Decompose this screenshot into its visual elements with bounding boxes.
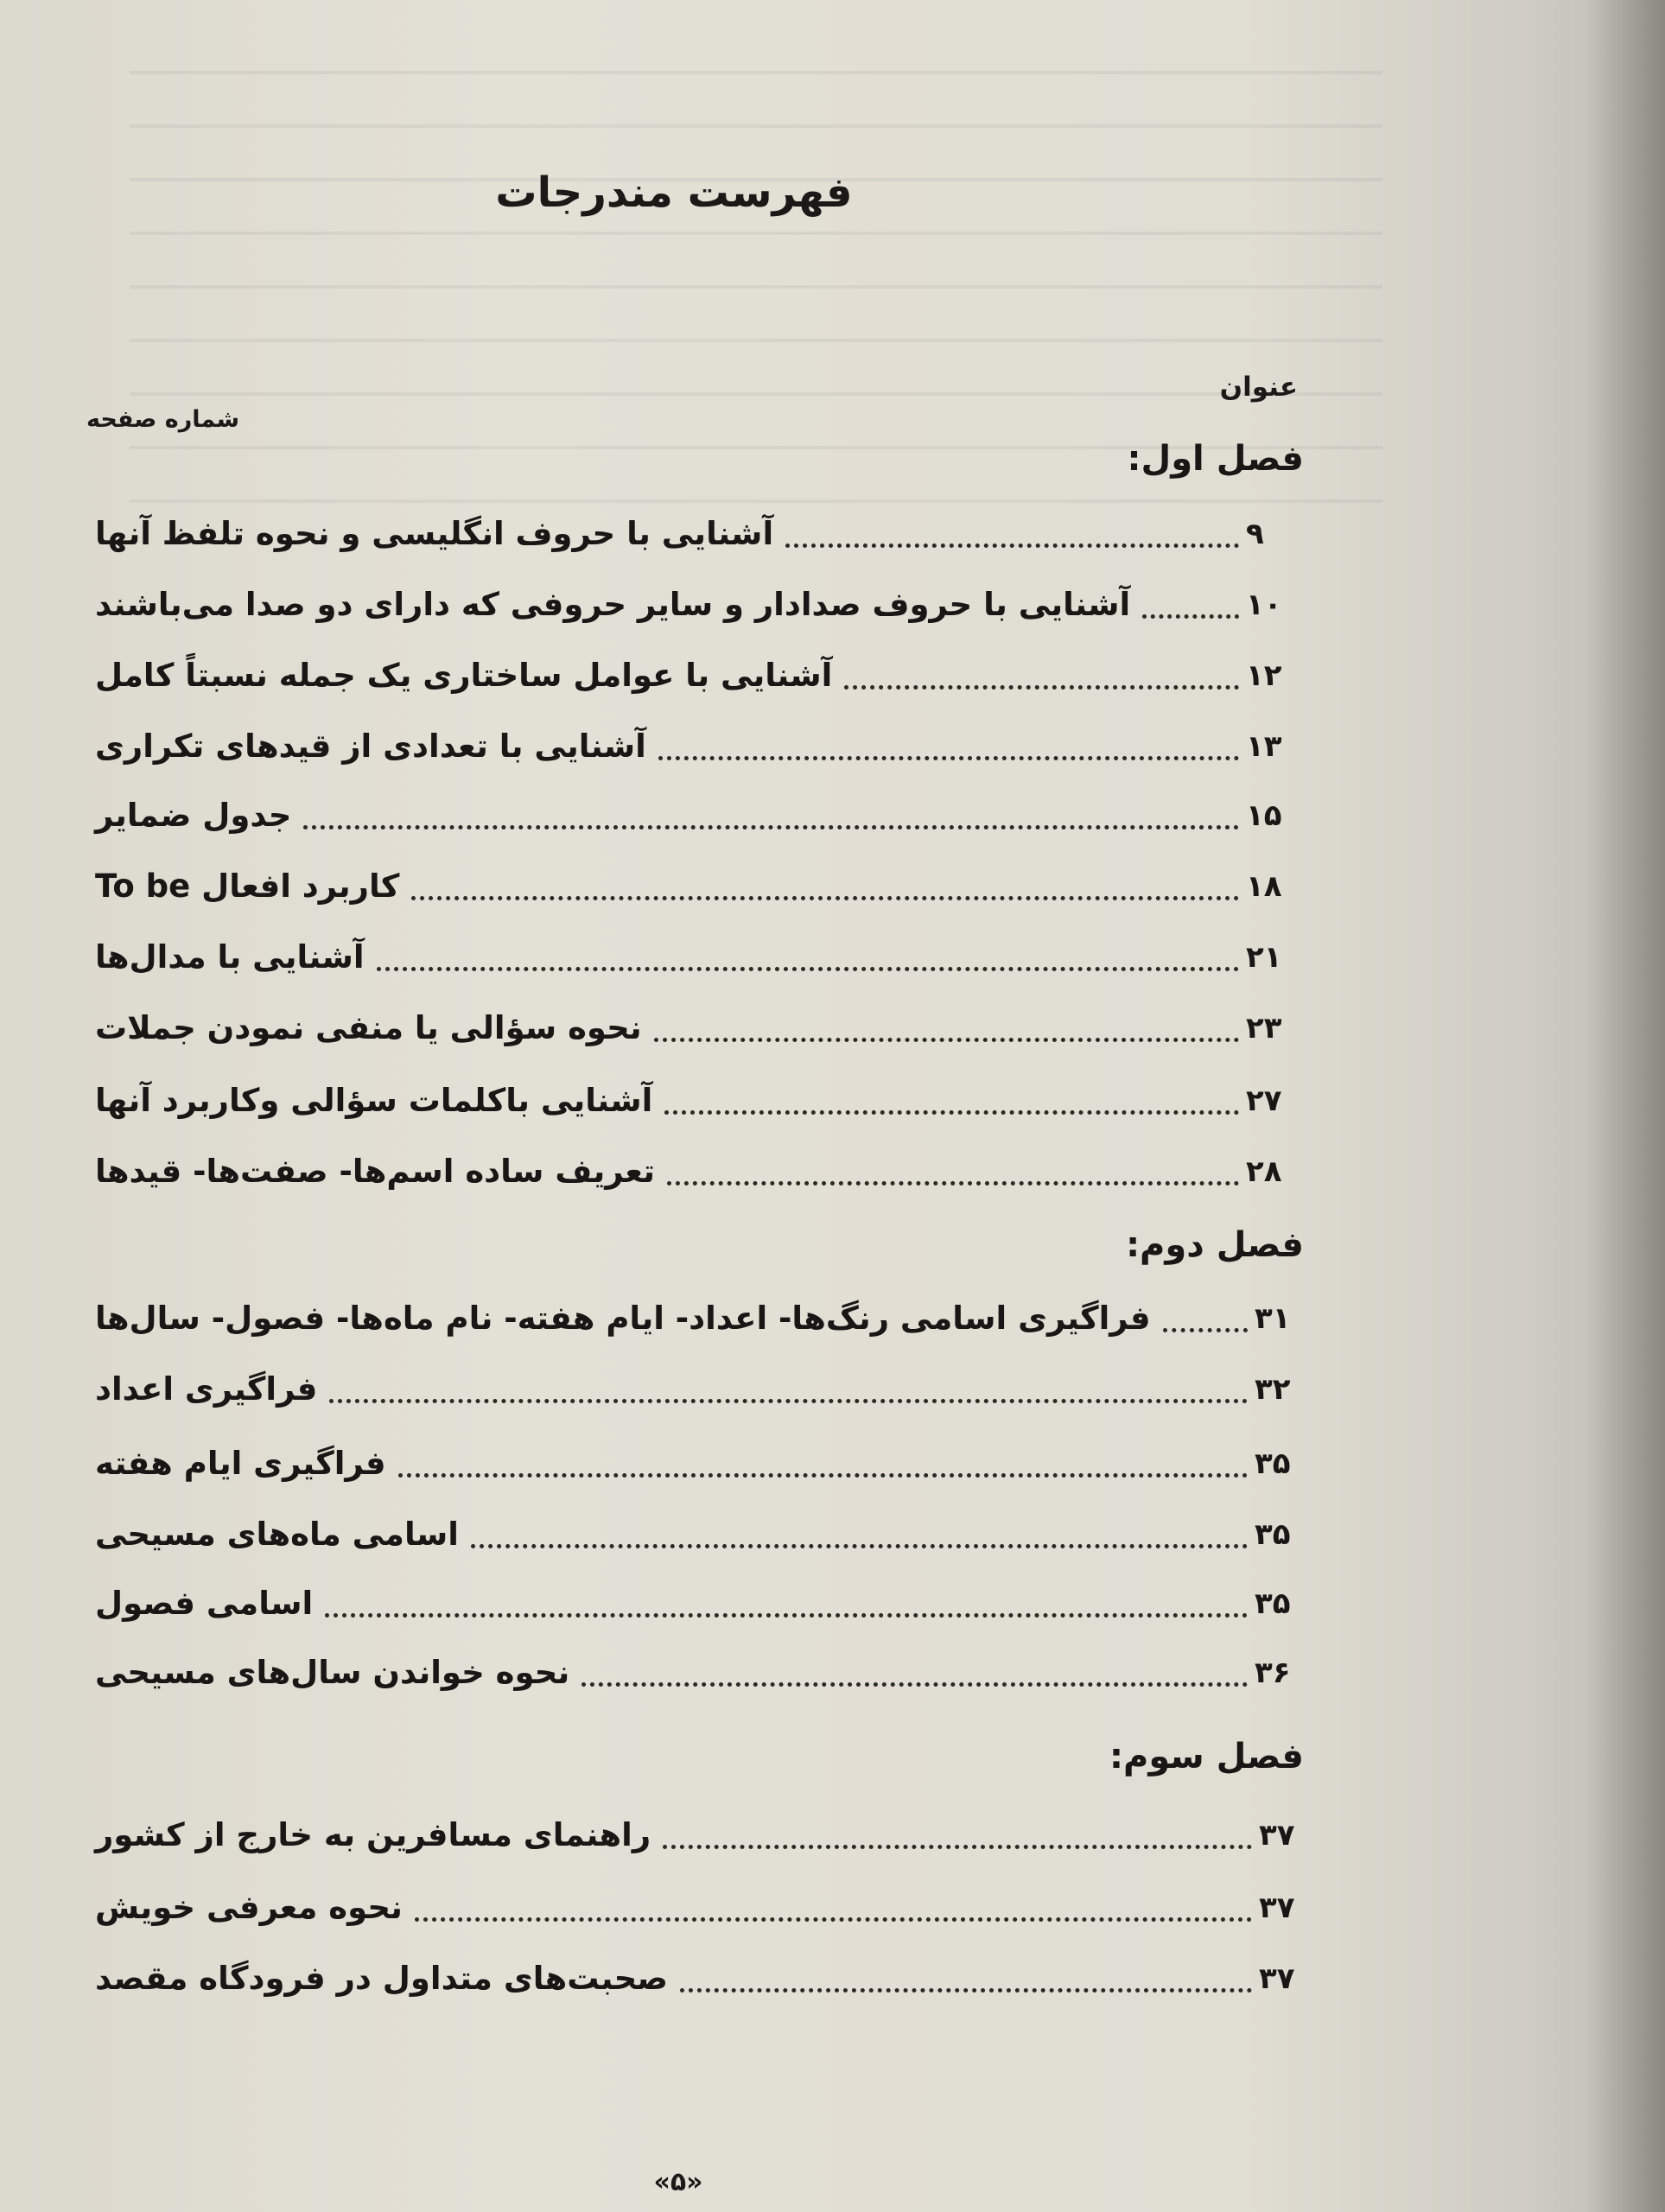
toc-entry-page: ۳۲ xyxy=(1255,1372,1291,1407)
leader-dots xyxy=(471,1544,1248,1548)
chapter-2-heading: فصل دوم: xyxy=(1126,1225,1304,1265)
toc-entry xyxy=(95,1438,1306,1490)
toc-entry xyxy=(95,1578,1306,1630)
leader-dots xyxy=(1142,614,1239,619)
toc-entry-page: ۳۱ xyxy=(1255,1301,1291,1336)
toc-entry-title: تعریف ساده اسم‌ها- صفت‌ها- قیدها xyxy=(95,1153,656,1190)
leader-dots xyxy=(658,756,1239,760)
toc-entry xyxy=(95,1953,1311,2005)
toc-entry-page: ۳۷ xyxy=(1259,1818,1295,1853)
toc-entry-title: آشنایی باکلمات سؤالی وکاربرد آنها xyxy=(95,1082,653,1119)
toc-entry-title: نحوه سؤالی یا منفی نمودن جملات xyxy=(95,1009,642,1046)
toc-entry-page: ۳۵ xyxy=(1255,1586,1291,1621)
toc-entry-page: ۱۳ xyxy=(1246,729,1282,764)
toc-entry-page: ۳۵ xyxy=(1255,1517,1291,1552)
toc-entry-title: فراگیری اعداد xyxy=(95,1370,318,1408)
toc-entry-page: ۳۵ xyxy=(1255,1446,1291,1481)
spine-shadow xyxy=(1587,0,1665,2212)
column-header-title: عنوان xyxy=(1219,372,1298,403)
toc-entry-page: ۲۱ xyxy=(1246,940,1282,975)
toc-entry xyxy=(95,790,1298,842)
toc-entry-page: ۹ xyxy=(1246,517,1264,551)
leader-dots xyxy=(663,1845,1252,1849)
leader-dots xyxy=(680,1988,1252,1993)
toc-entry-page: ۲۳ xyxy=(1246,1011,1282,1046)
toc-entry-title: آشنایی با تعدادی از قیدهای تکراری xyxy=(95,728,646,765)
column-header-page-number: شماره صفحه xyxy=(86,406,240,433)
leader-dots xyxy=(377,967,1239,971)
toc-entry-title: آشنایی با حروف صدادار و سایر حروفی که دارای دو صدا می‌باشند xyxy=(95,586,1131,623)
toc-entry xyxy=(95,1075,1298,1127)
toc-entry-page: ۲۸ xyxy=(1246,1154,1282,1189)
toc-entry xyxy=(95,508,1298,560)
toc-entry-page: ۳۶ xyxy=(1255,1656,1291,1690)
chapter-3-heading: فصل سوم: xyxy=(1109,1737,1304,1777)
leader-dots xyxy=(654,1038,1239,1042)
toc-entry-page: ۲۷ xyxy=(1246,1084,1282,1118)
toc-entry-title: کاربرد افعال To be xyxy=(95,868,400,905)
toc-entry-title: آشنایی با حروف انگلیسی و نحوه تلفظ آنها xyxy=(95,515,774,552)
toc-entry-title: آشنایی با مدال‌ها xyxy=(95,938,365,976)
toc-entry-page: ۳۷ xyxy=(1259,1961,1295,1996)
leader-dots xyxy=(1163,1328,1248,1332)
toc-entry-title: اسامی فصول xyxy=(95,1585,314,1622)
toc-entry xyxy=(95,1146,1298,1198)
toc-entry-page: ۱۵ xyxy=(1246,798,1282,833)
toc-entry-page: ۳۷ xyxy=(1259,1891,1295,1925)
leader-dots xyxy=(325,1613,1248,1618)
leader-dots xyxy=(664,1110,1239,1115)
toc-entry xyxy=(95,721,1298,772)
toc-entry-title: جدول ضمایر xyxy=(95,797,292,834)
toc-entry-title: راهنمای مسافرین به خارج از کشور xyxy=(95,1816,651,1853)
toc-entry-title: نحوه معرفی خویش xyxy=(95,1889,403,1926)
toc-entry-title: آشنایی با عوامل ساختاری یک جمله نسبتاً کامل xyxy=(95,657,833,694)
toc-entry-title: اسامی ماه‌های مسیحی xyxy=(95,1516,459,1553)
toc-entry-page: ۱۸ xyxy=(1246,869,1282,904)
leader-dots xyxy=(411,896,1239,900)
toc-entry xyxy=(95,1363,1306,1415)
toc-entry-page: ۱۲ xyxy=(1246,658,1282,693)
toc-entry-title: نحوه خواندن سال‌های مسیحی xyxy=(95,1654,570,1691)
leader-dots xyxy=(329,1399,1248,1403)
leader-dots xyxy=(303,825,1239,830)
page-number-footer: «۵» xyxy=(653,2167,703,2197)
toc-entry xyxy=(95,1293,1306,1344)
leader-dots xyxy=(398,1473,1248,1478)
toc-entry xyxy=(95,931,1298,983)
toc-entry xyxy=(95,650,1298,702)
toc-entry xyxy=(95,1002,1298,1054)
toc-entry-title: فراگیری ایام هفته xyxy=(95,1445,386,1482)
toc-entry xyxy=(95,1809,1311,1861)
leader-dots xyxy=(844,685,1239,690)
page-title: فهرست مندرجات xyxy=(495,168,853,217)
toc-entry xyxy=(95,861,1298,912)
leader-dots xyxy=(415,1917,1252,1922)
toc-entry-page: ۱۰ xyxy=(1246,588,1282,622)
leader-dots xyxy=(667,1181,1239,1185)
toc-entry-title: صحبت‌های متداول در فرودگاه مقصد xyxy=(95,1960,668,1997)
toc-entry-title: فراگیری اسامی رنگ‌ها- اعداد- ایام هفته- نام ماه‌ها- فصول- سال‌ها xyxy=(95,1300,1151,1337)
toc-entry xyxy=(95,1882,1311,1934)
toc-entry xyxy=(95,579,1298,631)
leader-dots xyxy=(581,1682,1248,1687)
toc-entry xyxy=(95,1509,1306,1560)
bleed-through-text xyxy=(130,26,1382,510)
leader-dots xyxy=(785,543,1239,548)
chapter-1-heading: فصل اول: xyxy=(1127,439,1304,479)
toc-entry xyxy=(95,1647,1306,1699)
